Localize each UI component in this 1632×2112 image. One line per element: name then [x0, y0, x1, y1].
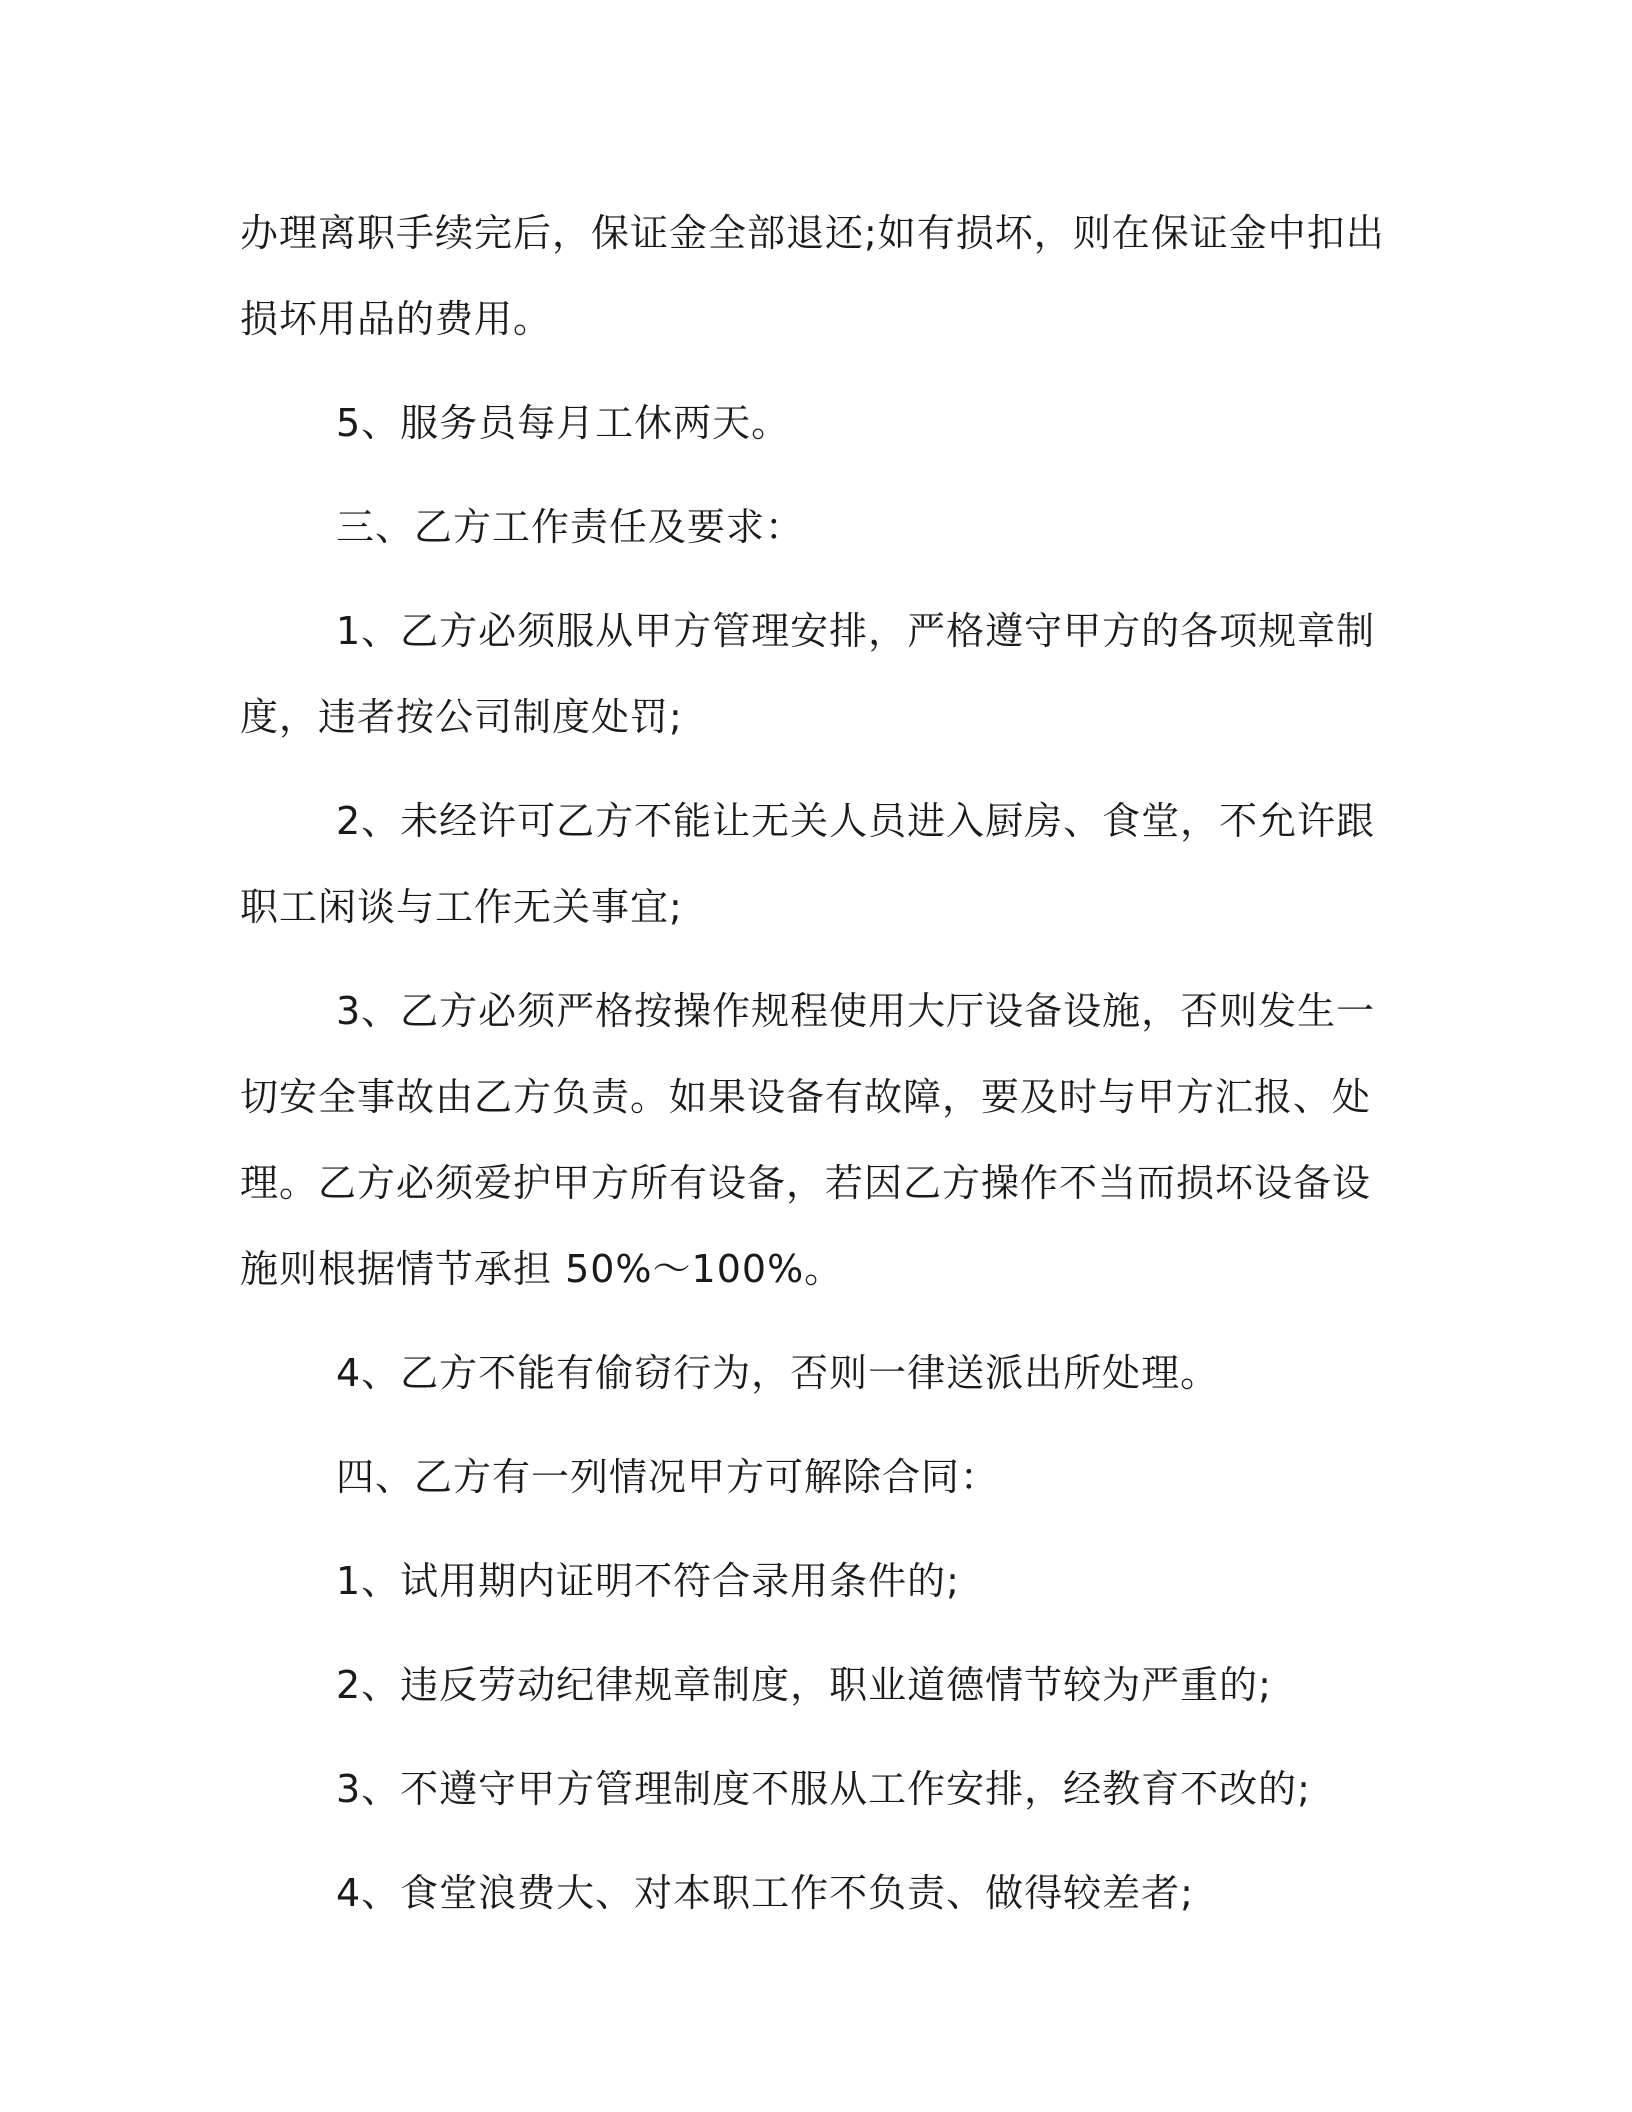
clause-4-3: 3、不遵守甲方管理制度不服从工作安排，经教育不改的; — [336, 1767, 1311, 1811]
document-body — [240, 190, 1400, 1954]
paragraph-deposit-refund: 办理离职手续完后，保证金全部退还;如有损坏，则在保证金中扣出损坏用品的费用。 — [240, 211, 1385, 341]
clause-3-1: 1、乙方必须服从甲方管理安排，严格遵守甲方的各项规章制度，违者按公司制度处罚; — [240, 609, 1376, 739]
clause-4-2: 2、违反劳动纪律规章制度，职业道德情节较为严重的; — [336, 1663, 1272, 1707]
clause-3-2: 2、未经许可乙方不能让无关人员进入厨房、食堂，不允许跟职工闲谈与工作无关事宜; — [240, 799, 1376, 929]
paragraph-rest-days: 5、服务员每月工休两天。 — [336, 401, 791, 445]
section-heading-3: 三、乙方工作责任及要求： — [336, 505, 805, 549]
clause-3-3: 3、乙方必须严格按操作规程使用大厅设备设施，否则发生一切安全事故由乙方负责。如果设备有故障，要及时与甲方汇报、处理。乙方必须爱护甲方所有设备，若因乙方操作不当而损坏设备设施则根据情节承担 50%～100%。 — [240, 989, 1376, 1291]
clause-3-4: 4、乙方不能有偷窃行为，否则一律送派出所处理。 — [336, 1351, 1220, 1395]
clause-4-1: 1、试用期内证明不符合录用条件的; — [336, 1559, 960, 1603]
section-heading-4: 四、乙方有一列情况甲方可解除合同： — [336, 1455, 1000, 1499]
clause-4-4: 4、食堂浪费大、对本职工作不负责、做得较差者; — [336, 1871, 1194, 1915]
